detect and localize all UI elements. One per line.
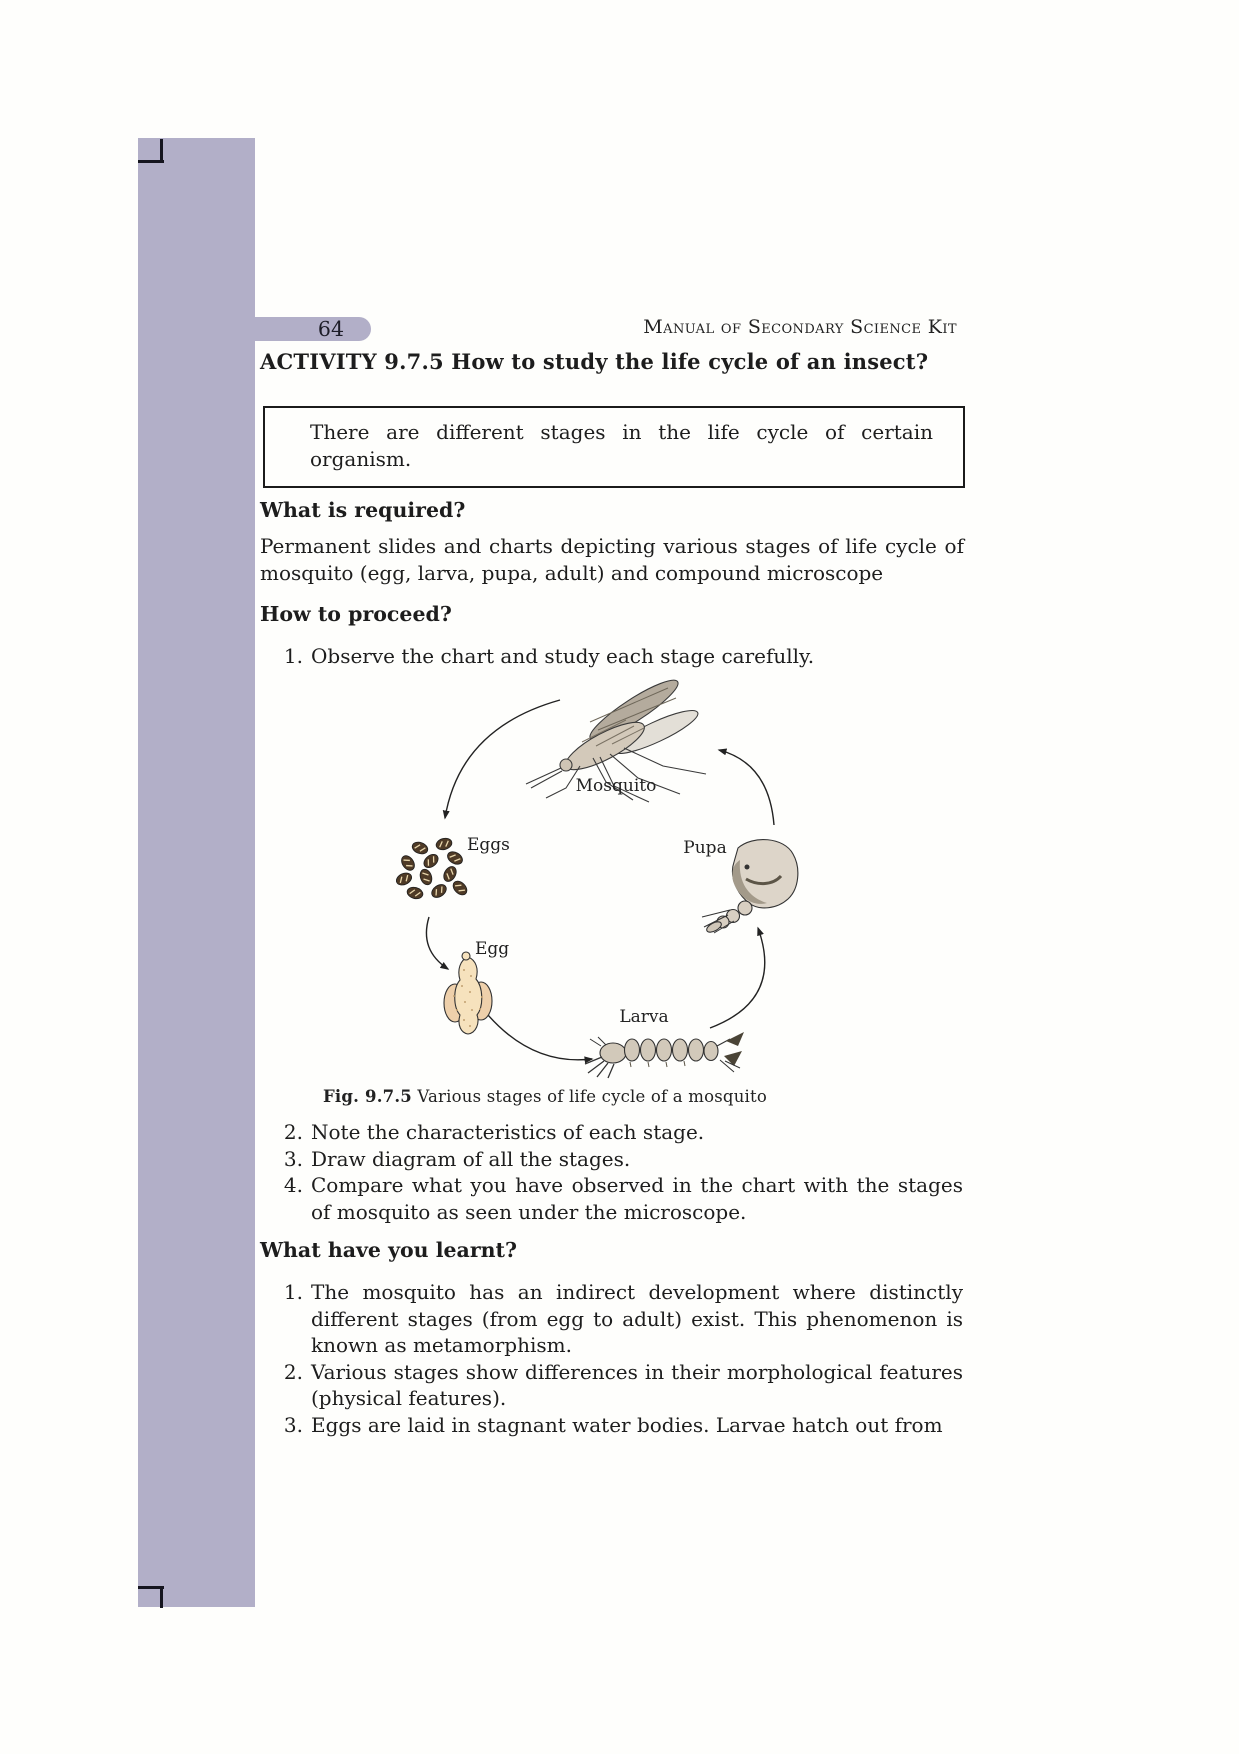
label-mosquito: Mosquito [575,776,657,796]
list-item [282,643,963,670]
list-text: The mosquito has an indirect development where distinctly different stages (from egg to adult) exist. This phenomenon is known as metamorphism. [311,1280,963,1357]
list-text: Observe the chart and study each stage carefully. [311,644,815,668]
list-text: Compare what you have observed in the chart with the stages of mosquito as seen under the microscope. [311,1173,963,1224]
egg-illustration [444,952,492,1034]
objective-box [263,406,965,488]
label-eggs: Eggs [467,835,510,855]
heading-what-have-you-learnt: What have you learnt? [260,1238,518,1262]
list-item [282,1279,963,1359]
list-number: 1. [283,644,303,668]
figure-caption-label: Fig. 9.7.5 [323,1087,412,1106]
learnt-list [282,1279,963,1438]
arrow-mosquito-to-eggs [445,700,560,818]
activity-title: ACTIVITY 9.7.5 How to study the life cycle of an insect? [260,349,929,374]
life-cycle-figure [368,670,810,1082]
list-text: Draw diagram of all the stages. [311,1146,631,1171]
label-larva: Larva [619,1007,669,1027]
list-item [282,1412,963,1439]
arrow-larva-to-pupa [710,928,765,1028]
list-number: 3. [283,1146,303,1171]
arrow-eggs-to-egg [426,917,448,969]
proceed-list-part2 [282,1119,963,1225]
running-header: Manual of Secondary Science Kit [643,316,957,338]
arrow-pupa-to-mosquito [719,750,774,825]
list-number: 1. [283,1280,303,1304]
eggs-cluster-illustration [394,837,469,901]
list-number: 2. [283,1359,303,1384]
list-number: 2. [283,1120,303,1144]
list-item [282,1172,963,1225]
sidebar-band [138,138,255,1607]
list-number: 4. [283,1173,303,1197]
heading-what-is-required: What is required? [260,498,466,522]
list-item [282,1359,963,1412]
list-item [282,1146,963,1173]
required-body: Permanent slides and charts depicting various stages of life cycle of mosquito (egg, larva, pupa, adult) and compound microscope [260,534,964,585]
figure-caption [285,1087,805,1106]
crop-mark-top [160,139,163,162]
crop-mark-top-horizontal [138,160,164,163]
figure-caption-text: Various stages of life cycle of a mosquito [417,1087,767,1106]
page-number-tab [255,317,371,341]
label-pupa: Pupa [683,838,727,858]
proceed-list-part1 [282,643,963,670]
life-cycle-diagram [368,670,810,1082]
arrow-egg-to-larva [488,1015,592,1060]
objective-text: There are different stages in the life cycle of certain organism. [310,420,933,471]
list-item [282,1119,963,1146]
larva-illustration [585,1032,744,1078]
crop-mark-bottom [160,1586,163,1608]
page-number: 64 [317,317,344,341]
list-text: Various stages show differences in their morphological features (physical features). [311,1359,963,1410]
heading-how-to-proceed: How to proceed? [260,602,452,626]
list-text: Eggs are laid in stagnant water bodies. Larvae hatch out from [311,1412,943,1437]
list-number: 3. [283,1412,303,1437]
label-egg: Egg [475,939,510,959]
list-text: Note the characteristics of each stage. [311,1120,705,1144]
